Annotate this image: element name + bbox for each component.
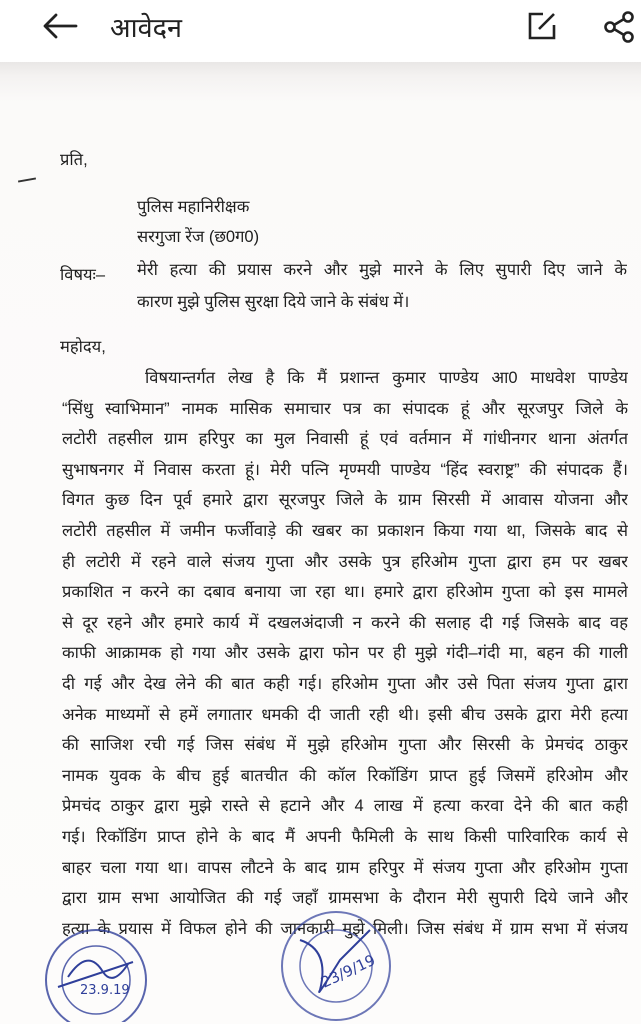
- body-line: लटोरी तहसील ग्राम हरिपुर का मुल निवासी हूं एवं वर्तमान में गांधीनगर थाना अंतर्गत: [62, 430, 628, 449]
- body-line: लटोरी तहसील में जमीन फर्जीवाड़े की खबर का प्रकाशन किया गया था, जिसके बाद से: [62, 522, 628, 540]
- body-line: ही लटोरी में रहने वाले संजय गुप्ता और उसके पुत्र हरिओम गुप्ता द्वारा हम पर खबर: [62, 552, 628, 571]
- greeting: महोदय,: [60, 338, 106, 356]
- body-line: दी गई और देख लेने की बात कही गई। हरिओम गुप्ता और उसे पिता संजय गुप्ता द्वारा: [62, 675, 628, 693]
- subject-label: विषयः–: [60, 266, 106, 284]
- edit-icon[interactable]: [526, 10, 558, 42]
- salutation-to: प्रति,: [60, 151, 88, 169]
- body-line: गई। रिकॉडिंग प्राप्त होने के बाद मैं अपनी फैमिली के साथ किसी पारिवारिक कार्य से: [62, 828, 628, 846]
- body-line: प्रकाशित न करने का दबाव बनाया जा रहा था। हमारे द्वारा हरिओम गुप्ता को इस मामले: [62, 583, 628, 602]
- body-line: सुभाषनगर में निवास करता हूं। मेरी पत्नि मृण्मयी पाण्डेय “हिंद स्वराष्ट्र” की संपादक हैं।: [62, 460, 628, 479]
- svg-text:23/9/19: 23/9/19: [318, 950, 379, 992]
- svg-text:23.9.19: 23.9.19: [80, 983, 130, 998]
- body-line: नामक युवक के बीच हुई बातचीत की कॉल रिकॉडिंग प्राप्त हुई जिसमें हरिओम और: [62, 766, 628, 785]
- body-line: द्वारा ग्राम सभा आयोजित की गई जहाँ ग्रामसभा के दौरान मेरी सुपारी दिये जाने और: [62, 889, 628, 908]
- subject-line: मेरी हत्या की प्रयास करने और मुझे मारने के लिए सुपारी दिए जाने के: [137, 261, 627, 279]
- body-line: काफी आक्रामक हो गया और उसके द्वारा फोन पर ही मुझे गंदी–गंदी मा, बहन की गाली: [62, 644, 628, 663]
- arrow-left-icon[interactable]: [40, 8, 80, 44]
- body-line: से दूर रहने और हमारे कार्य में दखलअंदाजी न करने की सलाह दी गई जिसके बाद वह: [62, 613, 628, 632]
- recipient-office: सरगुजा रेंज (छ0ग0): [137, 228, 260, 246]
- body-line: प्रेमचंद ठाकुर द्वारा मुझे रास्ते से हटाने और 4 लाख में हत्या करवा देने की बात कही: [62, 797, 628, 816]
- recipient-title: पुलिस महानिरीक्षक: [137, 198, 250, 216]
- app-bar: [0, 0, 641, 62]
- document-page: [0, 62, 641, 1024]
- office-stamp: [270, 900, 400, 1024]
- subject-line: कारण मुझे पुलिस सुरक्षा दिये जाने के संबंध में।: [137, 293, 410, 311]
- body-line: विषयान्तर्गत लेख है कि मैं प्रशान्त कुमार पाण्डेय आ0 माधवेश पाण्डेय: [145, 369, 628, 387]
- body-line: बाहर चला गया था। वापस लौटने के बाद ग्राम हरिपुर में संजय गुप्ता और हरिओम गुप्ता: [62, 858, 628, 877]
- body-line: अनेक माध्यमों से हमें लगातार धमकी दी जाती रही थी। इसी बीच उसके द्वारा मेरी हत्या: [62, 705, 628, 724]
- body-line: की साजिश रची गई जिस संबंध में मुझे हरिओम गुप्ता और सिरसी के प्रेमचंद ठाकुर: [62, 736, 628, 755]
- office-stamp: [28, 922, 158, 1022]
- pen-mark: [18, 177, 36, 182]
- share-icon[interactable]: [602, 10, 636, 44]
- body-line: विगत कुछ दिन पूर्व हमारे द्वारा सूरजपुर जिले के ग्राम सिरसी में आवास योजना और: [62, 491, 628, 510]
- body-line: हत्या के प्रयास में विफल होने की जानकारी मुझे मिली। जिस संबंध में ग्राम सभा में संजय: [62, 919, 628, 938]
- page-title: आवेदन: [110, 13, 182, 44]
- body-line: “सिंधु स्वाभिमान” नामक मासिक समाचार पत्र का संपादक हूं और सूरजपुर जिले के: [62, 399, 628, 418]
